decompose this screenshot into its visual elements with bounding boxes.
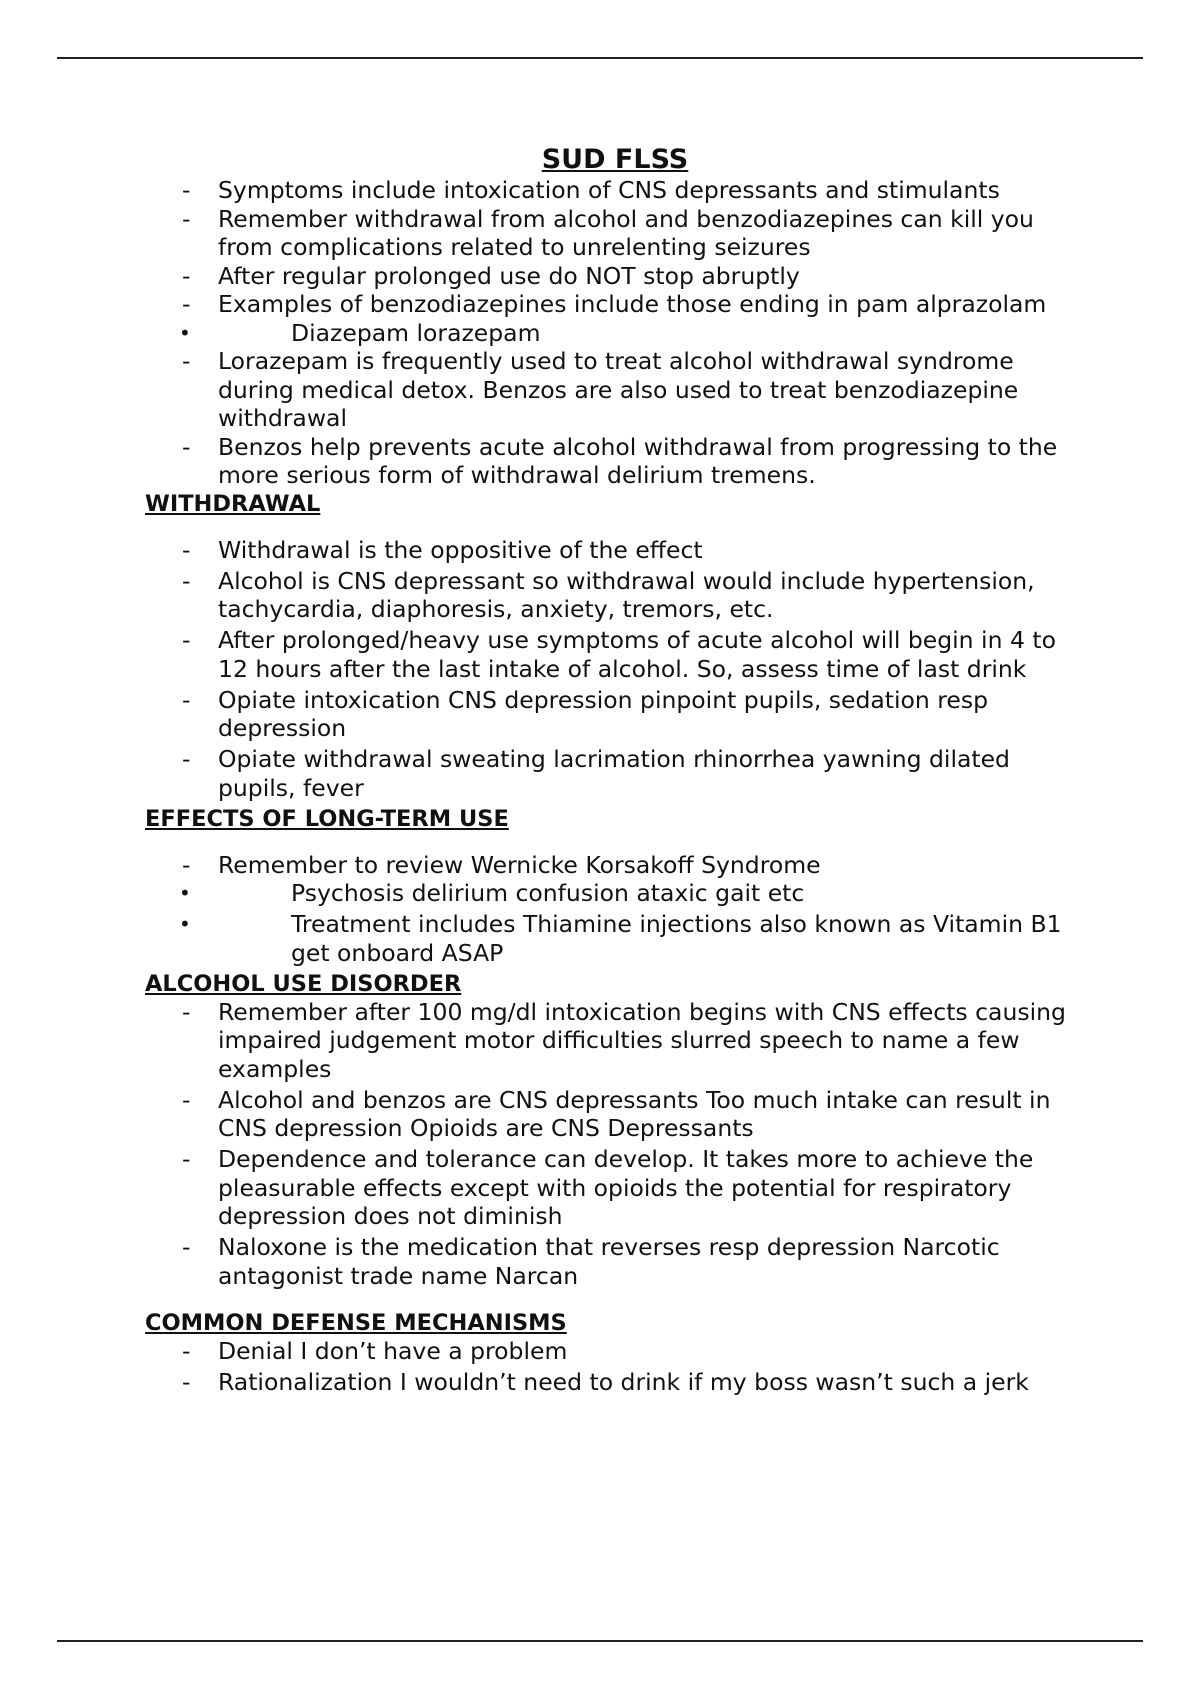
list-item: - Denial I don’t have a problem — [145, 1337, 1085, 1366]
list-item: - Remember after 100 mg/dl intoxication begins with CNS effects causing impaired judgement motor difficulties slurred speech to name a few examples — [145, 998, 1085, 1084]
sub-list — [145, 879, 1085, 967]
header-rule — [57, 57, 1143, 59]
defense-list — [145, 1337, 1085, 1397]
list-item-text: Remember to review Wernicke Korsakoff Syndrome — [218, 850, 821, 879]
list-item: - Alcohol is CNS depressant so withdrawal would include hypertension, tachycardia, diaphoresis, anxiety, tremors, etc. — [145, 567, 1085, 624]
page-title: SUD FLSS — [541, 144, 689, 175]
list-item: - Opiate intoxication CNS depression pinpoint pupils, sedation resp depression — [145, 686, 1085, 743]
withdrawal-list — [145, 536, 1085, 803]
document-body — [145, 144, 1085, 1399]
list-item: - Rationalization I wouldn’t need to drink if my boss wasn’t such a jerk — [145, 1368, 1085, 1397]
section-heading-alcohol-use-disorder: ALCOHOL USE DISORDER — [145, 970, 462, 997]
footer-rule — [57, 1640, 1143, 1642]
spacer — [145, 833, 1085, 851]
list-item: - After regular prolonged use do NOT stop abruptly — [145, 262, 1085, 291]
sub-list-item: • Psychosis delirium confusion ataxic gait etc — [145, 879, 1085, 908]
list-item: - Remember withdrawal from alcohol and benzodiazepines can kill you from complications related to unrelenting seizures — [145, 205, 1085, 262]
intro-list — [145, 176, 1085, 490]
alcohol-list — [145, 998, 1085, 1291]
spacer — [145, 518, 1085, 536]
sub-list-item: • Treatment includes Thiamine injections also known as Vitamin B1 get onboard ASAP — [145, 910, 1085, 967]
list-item — [145, 851, 1085, 968]
list-item: - Withdrawal is the oppositive of the effect — [145, 536, 1085, 565]
section-heading-defense-mechanisms: COMMON DEFENSE MECHANISMS — [145, 1309, 567, 1336]
list-item — [145, 290, 1085, 347]
list-item: - Naloxone is the medication that reverses resp depression Narcotic antagonist trade name Narcan — [145, 1233, 1085, 1290]
long-term-list — [145, 851, 1085, 968]
sub-list — [145, 319, 1085, 348]
list-item-text: Examples of benzodiazepines include those ending in pam alprazolam — [218, 290, 1047, 318]
list-item: - Alcohol and benzos are CNS depressants Too much intake can result in CNS depression Opioids are CNS Depressants — [145, 1086, 1085, 1143]
list-item: - After prolonged/heavy use symptoms of acute alcohol will begin in 4 to 12 hours after the last intake of alcohol. So, assess time of last drink — [145, 626, 1085, 683]
sub-list-item: • Diazepam lorazepam — [145, 319, 1085, 348]
list-item: - Lorazepam is frequently used to treat alcohol withdrawal syndrome during medical detox. Benzos are also used to treat benzodiazepine withdrawal — [145, 347, 1085, 433]
list-item: - Symptoms include intoxication of CNS depressants and stimulants — [145, 176, 1085, 205]
spacer — [145, 1293, 1085, 1309]
list-item: - Benzos help prevents acute alcohol withdrawal from progressing to the more serious form of withdrawal delirium tremens. — [145, 433, 1085, 490]
section-heading-long-term-use: EFFECTS OF LONG-TERM USE — [145, 805, 509, 832]
list-item: - Dependence and tolerance can develop. It takes more to achieve the pleasurable effects except with opioids the potential for respiratory depression does not diminish — [145, 1145, 1085, 1231]
section-heading-withdrawal: WITHDRAWAL — [145, 490, 321, 517]
list-item: - Opiate withdrawal sweating lacrimation rhinorrhea yawning dilated pupils, fever — [145, 745, 1085, 802]
